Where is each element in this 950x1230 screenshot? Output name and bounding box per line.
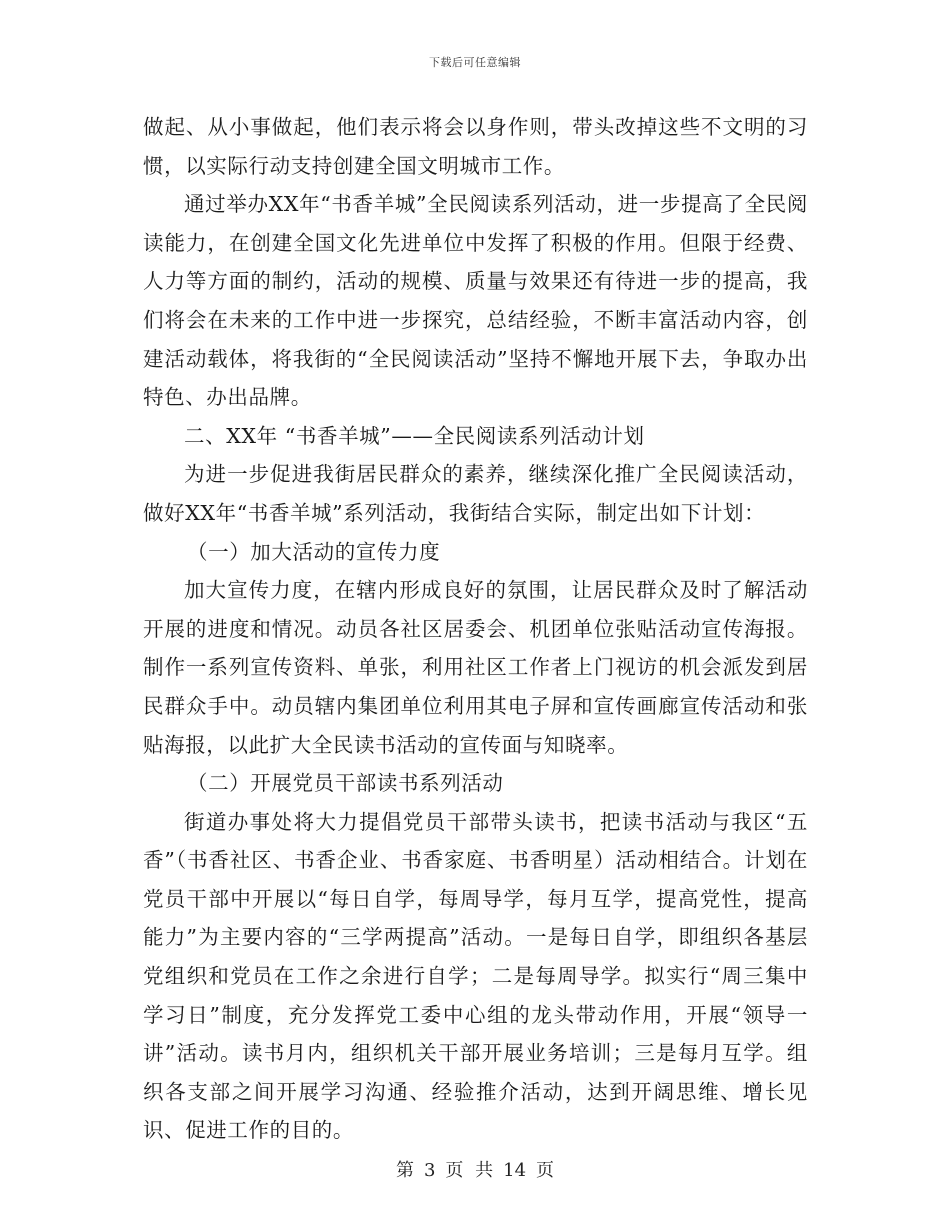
current-page-number: 3 [423, 1160, 436, 1181]
footer-mid: 页 共 [445, 1160, 494, 1181]
section-heading: 二、XX年 “书香羊城”——全民阅读系列活动计划 [184, 423, 645, 448]
footer-suffix: 页 [536, 1160, 555, 1181]
subsection-heading-1: （一）加大活动的宣传力度 [187, 539, 441, 564]
page-footer [0, 1156, 950, 1182]
paragraph-publicity: 加大宣传力度，在辖内形成良好的氛围，让居民群众及时了解活动开展的进度和情况。动员各社区居委会、机团单位张贴活动宣传海报。制作一系列宣传资料、单张，利用社区工作者上门视访的机会派发到居民群众手中。动员辖内集团单位利用其电子屏和宣传画廊宣传活动和张贴海报，以此扩大全民读书活动的宣传面与知晓率。 [143, 578, 808, 757]
subsection-heading-2: （二）开展党员干部读书系列活动 [187, 771, 504, 796]
page-header: 下载后可任意编辑 [429, 56, 521, 69]
document-body [143, 108, 808, 1150]
paragraph-intro: 为进一步促进我街居民群众的素养，继续深化推广全民阅读活动，做好XX年“书香羊城”系列活动，我街结合实际，制定出如下计划： [143, 462, 808, 525]
paragraph-continuation: 做起、从小事做起，他们表示将会以身作则，带头改掉这些不文明的习惯，以实际行动支持创建全国文明城市工作。 [143, 115, 808, 178]
total-pages-number: 14 [503, 1160, 527, 1181]
paragraph-party-reading: 街道办事处将大力提倡党员干部带头读书，把读书活动与我区“五香”（书香社区、书香企业、书香家庭、书香明星）活动相结合。计划在党员干部中开展以“每日自学，每周导学，每月互学，提高党性，提高能力”为主要内容的“三学两提高”活动。一是每日自学，即组织各基层党组织和党员在工作之余进行自学；二是每周导学。拟实行“周三集中学习日”制度，充分发挥党工委中心组的龙头带动作用，开展“领导一讲”活动。读书月内，组织机关干部开展业务培训；三是每月互学。组织各支部之间开展学习沟通、经验推介活动，达到开阔思维、增长见识、促进工作的目的。 [143, 809, 808, 1143]
paragraph-summary: 通过举办XX年“书香羊城”全民阅读系列活动，进一步提高了全民阅读能力，在创建全国文化先进单位中发挥了积极的作用。但限于经费、人力等方面的制约，活动的规模、质量与效果还有待进一步的提高，我们将会在未来的工作中进一步探究，总结经验，不断丰富活动内容，创建活动载体，将我街的“全民阅读活动”坚持不懈地开展下去，争取办出特色、办出品牌。 [143, 192, 808, 410]
footer-prefix: 第 [395, 1160, 414, 1181]
